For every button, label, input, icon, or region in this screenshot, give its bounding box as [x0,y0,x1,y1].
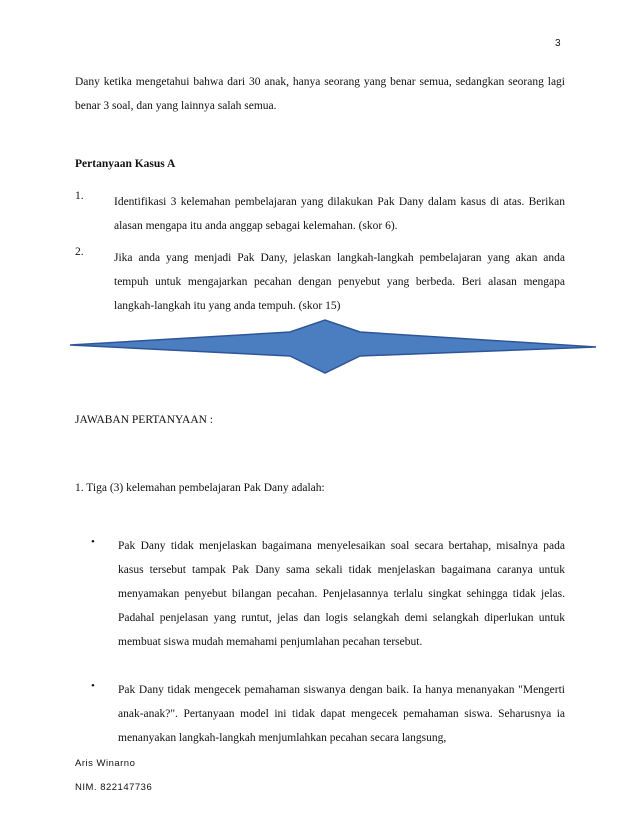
bullet-text: Pak Dany tidak mengecek pemahaman siswanya dengan baik. Ia hanya menanyakan "Mengerti anak-anak?". Pertanyaan model ini tidak dapat mengecek pemahaman siswa. Seharusnya ia menanyakan langkah-langkah menjumlahkan pecahan secara langsung, [118,684,565,744]
question-number: 2. [75,246,84,258]
questions-heading: Pertanyaan Kasus A [75,158,176,170]
decorative-divider-arrow [60,318,606,378]
page-number: 3 [555,38,561,49]
bullet-marker: • [91,680,95,692]
footer-author-name: Aris Winarno [75,758,136,769]
footer-nim: NIM. 822147736 [75,782,153,793]
answers-heading: JAWABAN PERTANYAAN : [75,414,214,426]
question-number: 1. [75,190,84,202]
answer-subheading: 1. Tiga (3) kelemahan pembelajaran Pak Dany adalah: [75,482,325,494]
bullet-text: Pak Dany tidak menjelaskan bagaimana menyelesaikan soal secara bertahap, misalnya pada kasus tersebut tampak Pak Dany sama sekali tidak menjelaskan bagaimana caranya untuk menyamakan penyebut bilangan pecahan. Penjelasannya terlalu singkat sehingga tidak jelas. Padahal penjelasan yang runtut, jelas dan logis selangkah demi selangkah diperlukan untuk membuat siswa mudah memahami penjumlahan pecahan tersebut. [118,540,565,648]
question-text: Identifikasi 3 kelemahan pembelajaran yang dilakukan Pak Dany dalam kasus di atas. Berikan alasan mengapa itu anda anggap sebagai kelemahan. (skor 6). [114,196,565,232]
bullet-marker: • [91,536,95,548]
question-text: Jika anda yang menjadi Pak Dany, jelaskan langkah-langkah pembelajaran yang akan anda tempuh untuk mengajarkan pecahan dengan penyebut yang berbeda. Beri alasan mengapa langkah-langkah itu yang anda tempuh. (skor 15) [114,252,565,312]
intro-paragraph: Dany ketika mengetahui bahwa dari 30 anak, hanya seorang yang benar semua, sedangkan seorang lagi benar 3 soal, dan yang lainnya salah semua. [75,76,565,112]
